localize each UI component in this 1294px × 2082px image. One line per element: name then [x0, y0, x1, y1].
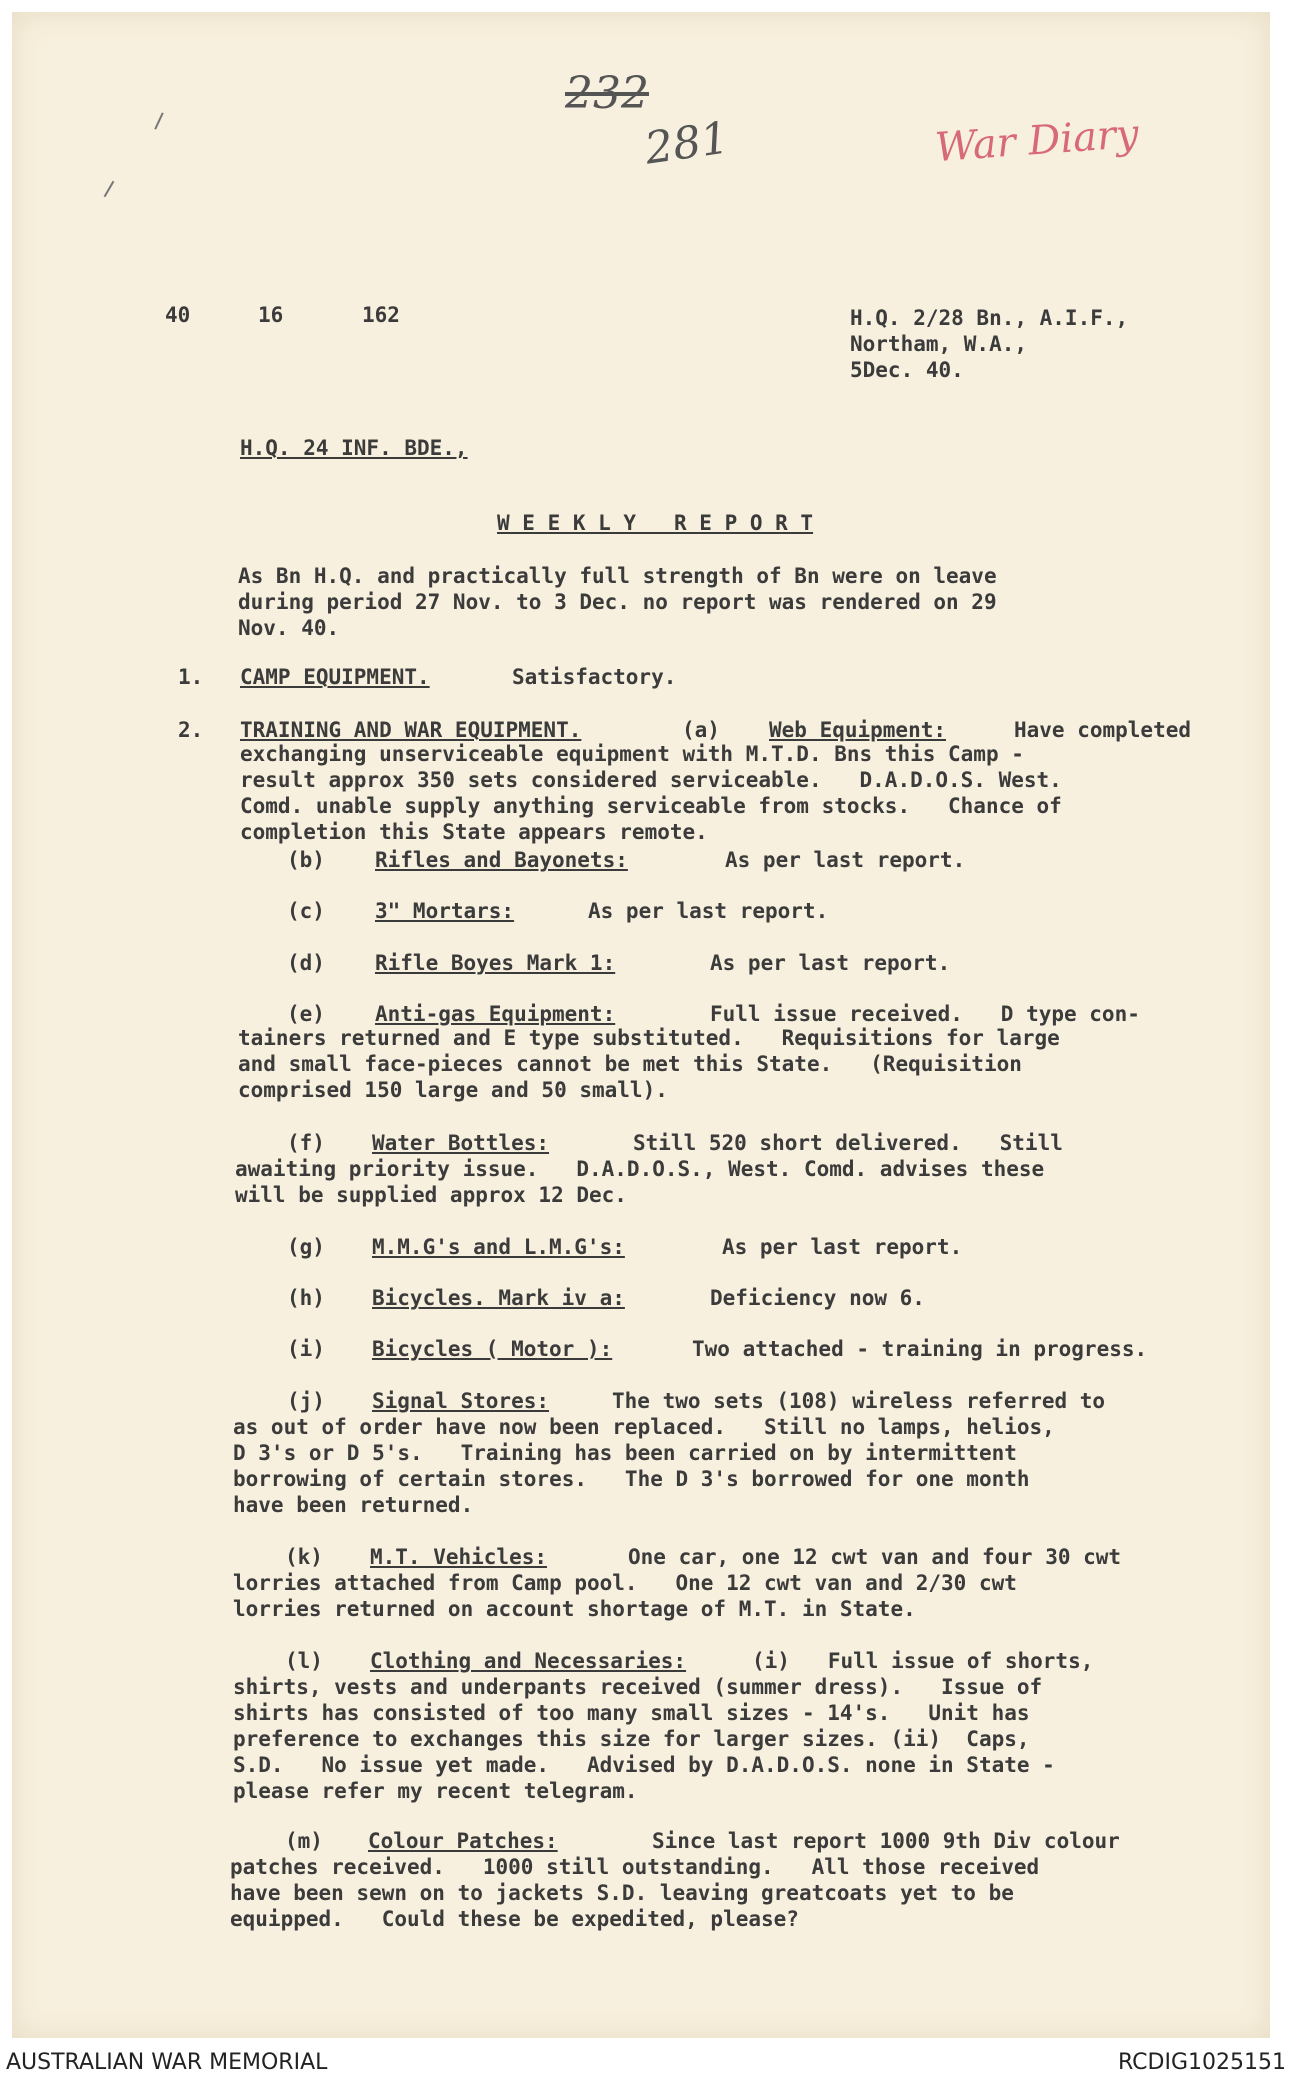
item-heading: CAMP EQUIPMENT.	[240, 665, 430, 689]
sub-label: (d)	[287, 951, 325, 975]
addressee: H.Q. 24 INF. BDE.,	[240, 436, 468, 460]
body-line: tainers returned and E type substituted. Requisitions for large	[238, 1026, 1060, 1050]
sub-text: One car, one 12 cwt van and four 30 cwt	[628, 1545, 1122, 1569]
sub-heading: Bicycles ( Motor ):	[372, 1337, 613, 1361]
item-number: 1.	[178, 665, 204, 689]
sub-text: Still 520 short delivered. Still	[633, 1131, 1063, 1155]
sub-heading: Signal Stores:	[372, 1389, 550, 1413]
war-diary-annotation: War Diary	[933, 110, 1141, 172]
intro-line: As Bn H.Q. and practically full strength of Bn were on leave	[238, 564, 997, 588]
sub-label: (i)	[287, 1337, 325, 1361]
body-line: comprised 150 large and 50 small).	[238, 1078, 668, 1102]
sub-label: (a)	[682, 718, 720, 742]
sub-label: (k)	[285, 1545, 323, 1569]
sub-text: As per last report.	[710, 951, 951, 975]
body-line: shirts, vests and underpants received (summer dress). Issue of	[233, 1675, 1043, 1699]
body-line: awaiting priority issue. D.A.D.O.S., West. Comd. advises these	[235, 1157, 1045, 1181]
sub-heading: Water Bottles:	[372, 1131, 550, 1155]
sub-heading: M.M.G's and L.M.G's:	[372, 1235, 625, 1259]
ref-number: 16	[258, 303, 284, 327]
sub-text: As per last report.	[722, 1235, 963, 1259]
sub-heading: Rifle Boyes Mark 1:	[375, 951, 616, 975]
body-line: have been sewn on to jackets S.D. leaving greatcoats yet to be	[230, 1881, 1014, 1905]
ref-number: 40	[165, 303, 191, 327]
sub-text: (i) Full issue of shorts,	[752, 1649, 1094, 1673]
sender-date: 5Dec. 40.	[850, 358, 964, 382]
sub-label: (c)	[287, 899, 325, 923]
report-title: W E E K L Y R E P O R T	[497, 511, 814, 535]
sub-label: (g)	[287, 1235, 325, 1259]
sub-heading: Clothing and Necessaries:	[370, 1649, 687, 1673]
sub-heading: Bicycles. Mark iv a:	[372, 1286, 625, 1310]
sub-heading: 3" Mortars:	[375, 899, 515, 923]
sub-label: (f)	[287, 1131, 325, 1155]
item-number: 2.	[178, 718, 204, 742]
body-line: completion this State appears remote.	[240, 820, 708, 844]
sub-heading: Colour Patches:	[368, 1829, 558, 1853]
sub-label: (l)	[285, 1649, 323, 1673]
body-line: equipped. Could these be expedited, please?	[230, 1907, 799, 1931]
item-heading: TRAINING AND WAR EQUIPMENT.	[240, 718, 582, 742]
sub-text: As per last report.	[588, 899, 829, 923]
ref-number: 162	[362, 303, 400, 327]
body-line: will be supplied approx 12 Dec.	[235, 1183, 627, 1207]
sub-label: (j)	[287, 1389, 325, 1413]
sender-line: H.Q. 2/28 Bn., A.I.F.,	[850, 306, 1129, 330]
body-line: have been returned.	[233, 1493, 474, 1517]
body-line: D 3's or D 5's. Training has been carried on by intermittent	[233, 1441, 1017, 1465]
footer-source: AUSTRALIAN WAR MEMORIAL	[6, 2050, 328, 2075]
sub-label: (h)	[287, 1286, 325, 1310]
body-line: exchanging unserviceable equipment with M.T.D. Bns this Camp -	[240, 742, 1024, 766]
sub-label: (b)	[287, 848, 325, 872]
body-line: patches received. 1000 still outstanding. All those received	[230, 1855, 1040, 1879]
body-line: please refer my recent telegram.	[233, 1779, 638, 1803]
body-line: preference to exchanges this size for larger sizes. (ii) Caps,	[233, 1727, 1030, 1751]
sub-text: The two sets (108) wireless referred to	[612, 1389, 1106, 1413]
sub-text: Full issue received. D type con-	[710, 1002, 1140, 1026]
intro-line: Nov. 40.	[238, 616, 340, 640]
body-line: borrowing of certain stores. The D 3's borrowed for one month	[233, 1467, 1030, 1491]
sub-label: (m)	[285, 1829, 323, 1853]
struck-page-number: 232	[565, 68, 649, 119]
body-line: lorries returned on account shortage of M.T. in State.	[233, 1597, 916, 1621]
sub-heading: M.T. Vehicles:	[370, 1545, 548, 1569]
sub-heading: Rifles and Bayonets:	[375, 848, 628, 872]
footer-id: RCDIG1025151	[1117, 2050, 1286, 2075]
sub-label: (e)	[287, 1002, 325, 1026]
sub-text: Have completed	[1014, 718, 1192, 742]
sub-heading: Anti-gas Equipment:	[375, 1002, 616, 1026]
sub-heading: Web Equipment:	[769, 718, 947, 742]
body-line: as out of order have now been replaced. Still no lamps, helios,	[233, 1415, 1055, 1439]
body-line: lorries attached from Camp pool. One 12 cwt van and 2/30 cwt	[233, 1571, 1017, 1595]
sub-text: Since last report 1000 9th Div colour	[652, 1829, 1120, 1853]
sender-line: Northam, W.A.,	[850, 332, 1028, 356]
sub-text: As per last report.	[725, 848, 966, 872]
body-line: Comd. unable supply anything serviceable from stocks. Chance of	[240, 794, 1062, 818]
sub-text: Two attached - training in progress.	[692, 1337, 1148, 1361]
body-line: shirts has consisted of too many small sizes - 14's. Unit has	[233, 1701, 1030, 1725]
intro-line: during period 27 Nov. to 3 Dec. no report was rendered on 29	[238, 590, 997, 614]
body-line: result approx 350 sets considered serviceable. D.A.D.O.S. West.	[240, 768, 1062, 792]
body-line: and small face-pieces cannot be met this State. (Requisition	[238, 1052, 1022, 1076]
body-line: S.D. No issue yet made. Advised by D.A.D.O.S. none in State -	[233, 1753, 1055, 1777]
page-number: 281	[641, 112, 733, 175]
item-text: Satisfactory.	[512, 665, 677, 689]
sub-text: Deficiency now 6.	[710, 1286, 925, 1310]
